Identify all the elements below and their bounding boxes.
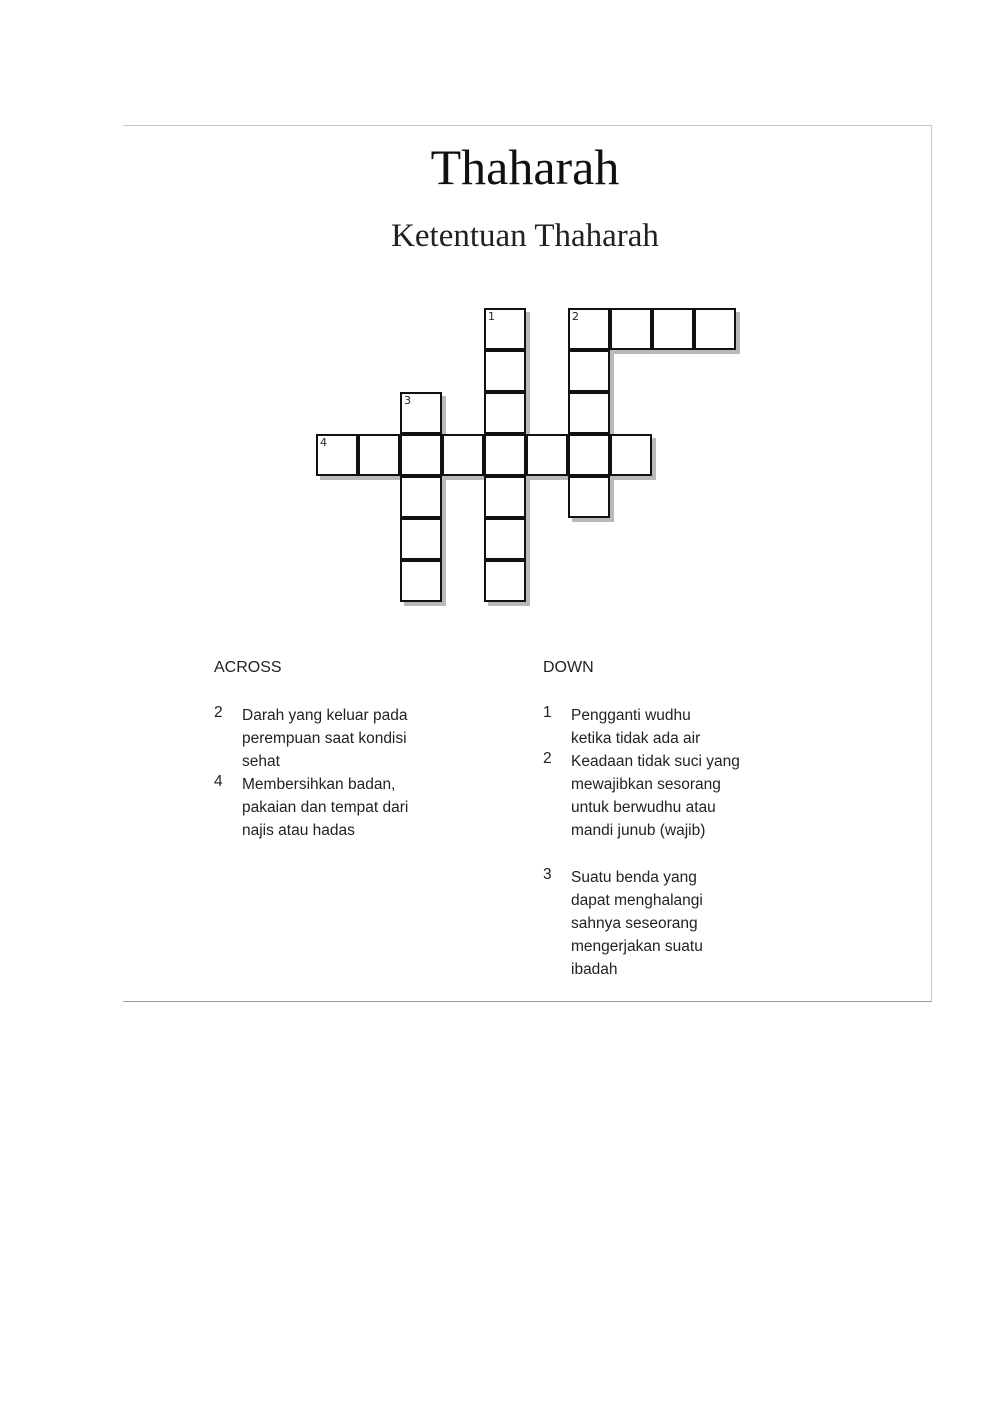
crossword-cell[interactable] — [484, 350, 526, 392]
crossword-cell[interactable] — [652, 308, 694, 350]
page-subtitle: Ketentuan Thaharah — [391, 218, 659, 254]
clue-number: 2 — [214, 704, 223, 721]
clue-text: Membersihkan badan, pakaian dan tempat dari najis atau hadas — [242, 776, 409, 839]
crossword-cell[interactable] — [400, 434, 442, 476]
cell-number-three: 3 — [404, 394, 411, 407]
crossword-cell[interactable] — [400, 560, 442, 602]
crossword-cell[interactable] — [526, 434, 568, 476]
crossword-cell[interactable] — [694, 308, 736, 350]
clue-text: Darah yang keluar pada perempuan saat kondisi sehat — [242, 707, 408, 770]
crossword-cell[interactable] — [568, 434, 610, 476]
crossword-cell[interactable] — [484, 560, 526, 602]
across-heading: ACROSS — [214, 659, 282, 676]
crossword-cell[interactable] — [400, 476, 442, 518]
clue-text: Pengganti wudhu ketika tidak ada air — [571, 707, 701, 747]
crossword-cell[interactable] — [610, 308, 652, 350]
crossword-cell[interactable] — [568, 392, 610, 434]
crossword-cell[interactable] — [484, 518, 526, 560]
clue-number: 1 — [543, 704, 552, 721]
down-heading: DOWN — [543, 659, 594, 676]
crossword-cell[interactable] — [400, 518, 442, 560]
crossword-cell[interactable] — [568, 350, 610, 392]
clue-number: 2 — [543, 750, 552, 767]
cell-number-four: 4 — [320, 436, 327, 449]
cell-number-two: 2 — [572, 310, 579, 323]
crossword-cell[interactable] — [358, 434, 400, 476]
crossword-cell[interactable] — [484, 392, 526, 434]
clue-text: Keadaan tidak suci yang mewajibkan sesorang untuk berwudhu atau mandi junub (wajib) — [571, 753, 740, 839]
clue-number: 4 — [214, 773, 223, 790]
page-title: Thaharah — [430, 139, 620, 195]
crossword-cell[interactable] — [568, 476, 610, 518]
cell-number-one: 1 — [488, 310, 495, 323]
crossword-cell[interactable] — [610, 434, 652, 476]
clue-number: 3 — [543, 866, 552, 883]
crossword-cell[interactable] — [484, 434, 526, 476]
crossword-cell[interactable] — [442, 434, 484, 476]
crossword-cell[interactable] — [484, 476, 526, 518]
clue-text: Suatu benda yang dapat menghalangi sahnya seseorang mengerjakan suatu ibadah — [571, 869, 703, 978]
